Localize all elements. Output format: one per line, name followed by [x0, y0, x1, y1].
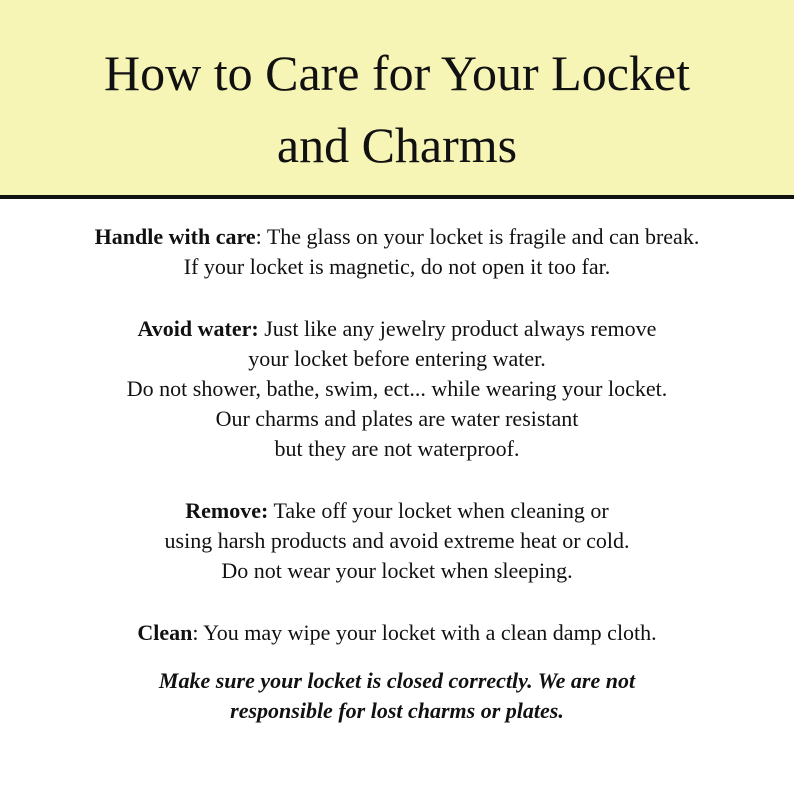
disclaimer-line-2: responsible for lost charms or plates.	[230, 698, 564, 723]
section-clean	[0, 618, 794, 648]
remove-line-3: Do not wear your locket when sleeping.	[221, 558, 573, 583]
remove-line-2: using harsh products and avoid extreme heat or cold.	[164, 528, 630, 553]
water-line-1	[0, 314, 794, 344]
section-avoid-water	[0, 314, 794, 464]
section-handle-with-care	[0, 222, 794, 282]
disclaimer-line-1: Make sure your locket is closed correctly. We are not	[158, 668, 636, 693]
handle-line-1	[0, 222, 794, 252]
handle-separator: :	[255, 224, 267, 249]
remove-heading: Remove:	[185, 498, 269, 523]
section-remove	[0, 496, 794, 586]
water-line-4: Our charms and plates are water resistant	[215, 406, 579, 431]
handle-heading: Handle with care	[94, 224, 256, 249]
water-heading: Avoid water:	[137, 316, 259, 341]
water-line-2: your locket before entering water.	[248, 346, 546, 371]
instructions-body	[0, 222, 794, 726]
handle-text-1: The glass on your locket is fragile and can break.	[266, 224, 700, 249]
clean-text-1: You may wipe your locket with a clean damp cloth.	[203, 620, 657, 645]
water-line-3: Do not shower, bathe, swim, ect... while wearing your locket.	[126, 376, 668, 401]
page-title-line-1: How to Care for Your Locket	[103, 45, 690, 101]
water-line-5: but they are not waterproof.	[274, 436, 520, 461]
clean-heading: Clean	[137, 620, 193, 645]
handle-line-2: If your locket is magnetic, do not open it too far.	[183, 254, 611, 279]
clean-line-1	[0, 618, 794, 648]
title-banner	[0, 0, 794, 199]
remove-text-1: Take off your locket when cleaning or	[273, 498, 609, 523]
remove-line-1	[0, 496, 794, 526]
water-text-1: Just like any jewelry product always remove	[264, 316, 657, 341]
clean-separator: :	[192, 620, 204, 645]
page-title-line-2: and Charms	[276, 117, 518, 173]
closure-disclaimer	[0, 666, 794, 726]
